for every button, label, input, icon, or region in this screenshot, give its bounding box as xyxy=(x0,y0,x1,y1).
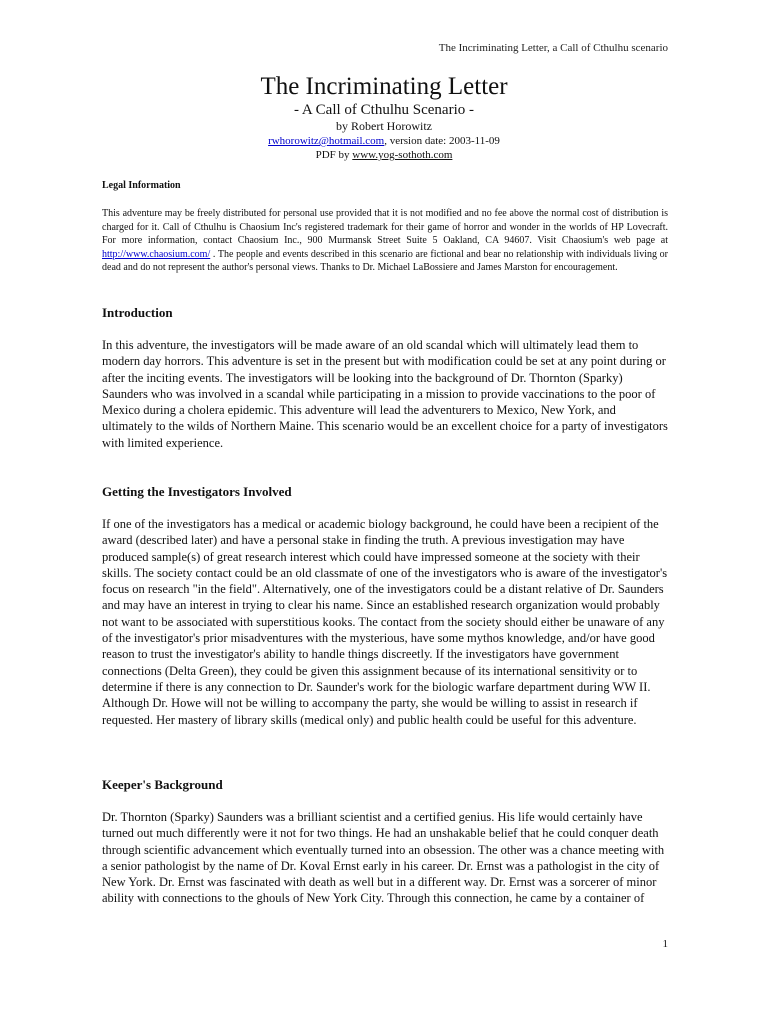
legal-paragraph xyxy=(102,207,668,275)
getting-involved-heading: Getting the Investigators Involved xyxy=(102,484,292,499)
page-number: 1 xyxy=(662,938,668,950)
running-header: The Incriminating Letter, a Call of Cthulhu scenario xyxy=(438,42,668,54)
legal-text-part1: This adventure may be freely distributed for personal use provided that it is not modified and no fee above the normal cost of distribution is charged for it. Call of Cthulhu is Chaosium Inc's registered trademark for their game of horror and wonder in the worlds of HP Lovecraft. For more information, contact Chaosium Inc., 900 Murmansk Street Suite 5 Oakland, CA 94607. Visit Chaosium's web page at xyxy=(102,208,668,246)
version-date: , version date: 2003-11-09 xyxy=(384,135,500,147)
contact-line xyxy=(0,134,768,148)
title-block xyxy=(0,72,768,162)
pdf-credit-line xyxy=(0,148,768,162)
legal-heading: Legal Information xyxy=(102,180,181,191)
keepers-background-paragraph: Dr. Thornton (Sparky) Saunders was a brilliant scientist and a certified genius. His life would certainly have turned out much differently were it not for two things. He had an unshakable belief that he could conquer death through scientific advancement which eventually turned into an obsession. The other was a chance meeting with a senior pathologist by the name of Dr. Koval Ernst early in his career. Dr. Ernst was a pathologist in the city of New York. Dr. Ernst was fascinated with death as well but in a different way. Dr. Ernst was a sorcerer of minor ability with connections to the ghouls of New York City. Through this connection, he came by a container of xyxy=(102,810,665,906)
pdf-credit-prefix: PDF by xyxy=(315,149,353,161)
introduction-heading: Introduction xyxy=(102,305,173,320)
author-email-link[interactable]: rwhorowitz@hotmail.com xyxy=(268,135,385,147)
getting-involved-paragraph: If one of the investigators has a medical or academic biology background, he could have been a recipient of the award (described later) and have a personal stake in finding the truth. A previous investigation may have produced sample(s) of great research interest which could have impressed someone at the society with their skills. The society contact could be an old classmate of one of the investigators who is aware of the investigator's focus on research "in the field". Alternatively, one of the investigators could be a distant relative of Dr. Saunders and may have an interest in trying to clear his name. Since an established research organization would probably not want to be associated with superstitious kooks. The contact from the society should either be unaware of any of the investigator's prior misadventures with the mysterious, have some mythos knowledge, and/or have good reason to trust the investigator's ability to handle things discreetly. If the investigators have government connections (Delta Green), they could be given this assignment because of its international sensitivity or to determine if there is any connection to Dr. Saunder's work for the biologic warfare department during WW II. Although Dr. Howe will not be willing to accompany the party, she would be willing to assist in research if requested. Her mastery of library skills (medical only) and public health could be useful for this adventure. xyxy=(102,517,668,727)
keepers-background-heading: Keeper's Background xyxy=(102,777,223,792)
chaosium-link[interactable]: http://www.chaosium.com/ xyxy=(102,248,211,260)
author-line: by Robert Horowitz xyxy=(336,119,432,133)
legal-text-part2: . The people and events described in this scenario are fictional and bear no relationship with individuals living or dead and do not represent the author's personal views. Thanks to Dr. Michael LaBossiere and James Marston for encouragement. xyxy=(102,248,668,273)
introduction-paragraph: In this adventure, the investigators will be made aware of an old scandal which will ultimately lead them to modern day horrors. This adventure is set in the present but with modification could be set at any point during or after the inciting events. The investigators will be looking into the background of Dr. Thornton (Sparky) Saunders who was involved in a scandal while participating in a mission to provide vaccinations to the poor of Mexico during a cholera epidemic. This adventure will lead the adventurers to Mexico, New York, and ultimately to the wilds of Northern Maine. This scenario would be an excellent choice for a party of investigators with limited experience. xyxy=(102,338,668,450)
document-title: The Incriminating Letter xyxy=(260,73,508,100)
yog-sothoth-link[interactable]: www.yog-sothoth.com xyxy=(352,149,453,161)
document-subtitle: - A Call of Cthulhu Scenario - xyxy=(294,102,474,118)
